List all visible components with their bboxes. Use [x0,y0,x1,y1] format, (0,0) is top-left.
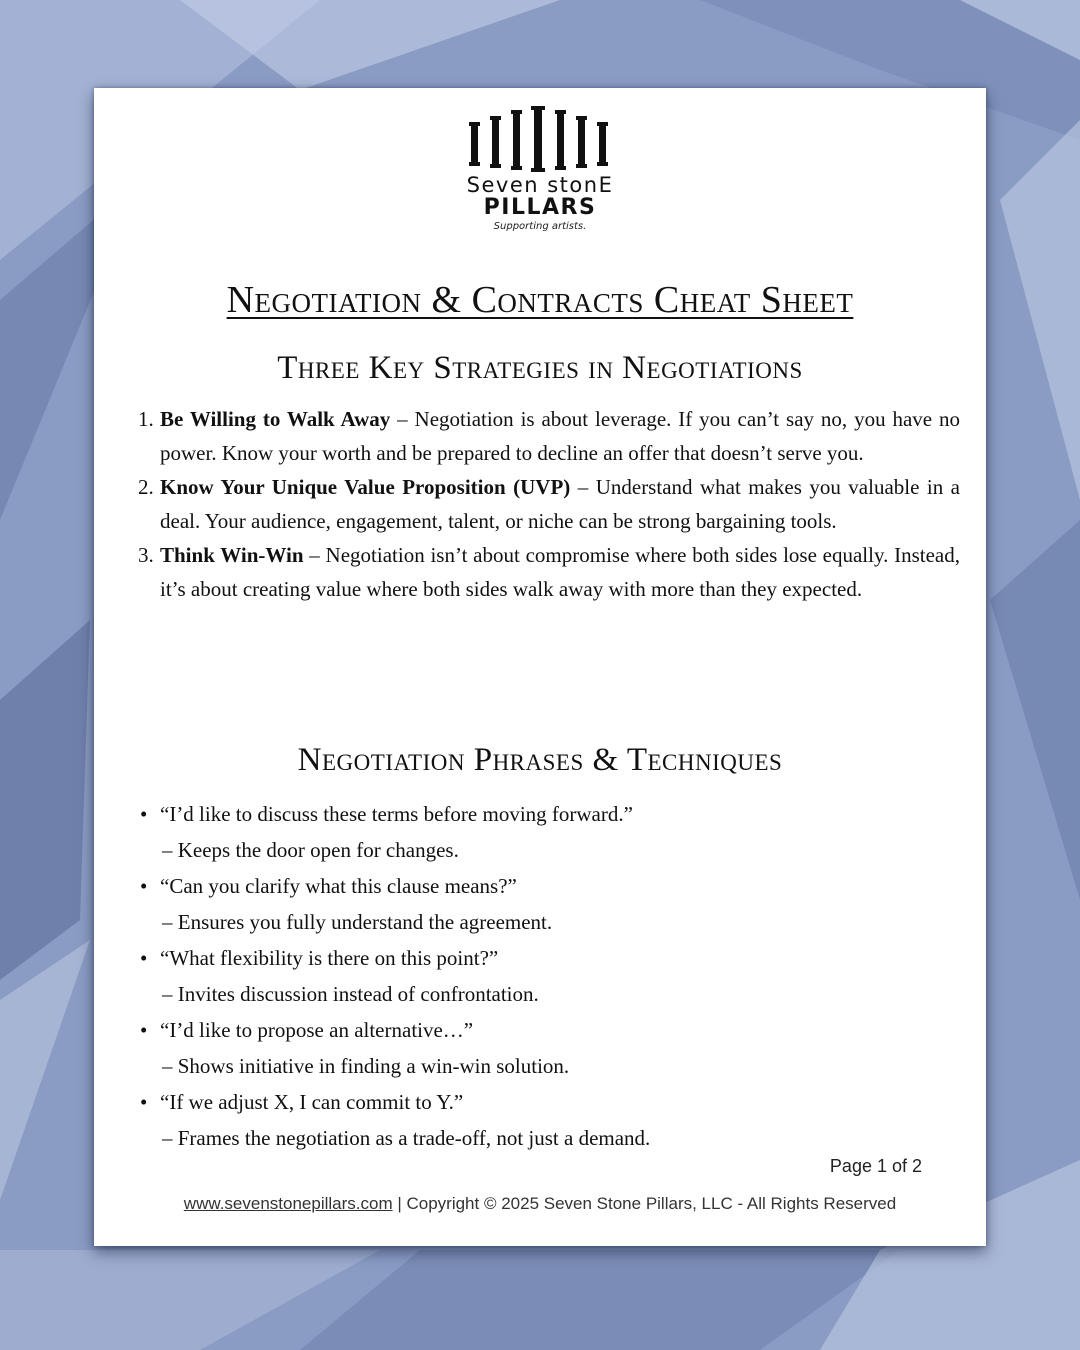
phrase-quote: “If we adjust X, I can commit to Y.” [160,1090,464,1114]
bullet-icon: • [140,874,148,898]
strategy-term: Be Willing to Walk Away [160,407,391,431]
logo-tagline: Supporting artists. [493,221,587,232]
phrase-note: – Keeps the door open for changes. [162,838,459,862]
strategy-description: – Negotiation isn’t about compromise where both sides lose equally. Instead, it’s about creating value where both sides walk away with more than they expected. [160,543,960,601]
strategies-list [138,402,960,606]
bullet-icon: • [140,1090,148,1114]
strategy-description: – Negotiation is about leverage. If you can’t say no, you have no power. Know your worth and be prepared to decline an offer that doesn’t serve you. [160,407,960,465]
strategy-term: Know Your Unique Value Proposition (UVP) [160,475,571,499]
copyright-text: | Copyright © 2025 Seven Stone Pillars, LLC - All Rights Reserved [392,1194,897,1213]
list-number: 3. [138,543,154,567]
cheat-sheet-page [94,88,986,1246]
logo-wordmark-line2: PILLARS [483,195,597,220]
strategy-description: – Understand what makes you valuable in a deal. Your audience, engagement, talent, or niche can be strong bargaining tools. [160,475,960,533]
phrases-heading: Negotiation Phrases & Techniques [297,742,783,778]
page-title: Negotiation & Contracts Cheat Sheet [226,279,854,321]
list-number: 2. [138,475,154,499]
phrase-item [138,868,958,940]
phrase-note: – Shows initiative in finding a win-win solution. [162,1054,570,1078]
strategy-term: Think Win-Win [160,543,304,567]
phrase-item [138,1012,958,1084]
logo-wordmark-line1: Seven stonE [466,173,614,197]
list-number: 1. [138,407,154,431]
phrase-item [138,1084,958,1156]
bullet-icon: • [140,802,148,826]
phrase-quote: “Can you clarify what this clause means?” [160,874,517,898]
pillars-icon [465,106,615,172]
bullet-icon: • [140,946,148,970]
phrase-item [138,796,958,868]
phrase-note: – Invites discussion instead of confrontation. [162,982,539,1006]
phrase-item [138,940,958,1012]
phrase-note: – Ensures you fully understand the agreement. [162,910,553,934]
phrases-list [138,796,958,1156]
phrase-quote: “I’d like to discuss these terms before moving forward.” [160,802,633,826]
strategy-item [138,470,960,538]
phrase-quote: “What flexibility is there on this point?” [160,946,499,970]
website-link[interactable]: www.sevenstonepillars.com [183,1194,393,1213]
strategy-item [138,402,960,470]
bullet-icon: • [140,1018,148,1042]
phrase-note: – Frames the negotiation as a trade-off, not just a demand. [162,1126,651,1150]
strategies-heading: Three Key Strategies in Negotiations [277,350,803,386]
company-logo [94,106,986,234]
footer [94,1194,986,1214]
phrase-quote: “I’d like to propose an alternative…” [160,1018,474,1042]
page-number: Page 1 of 2 [829,1156,922,1176]
strategy-item [138,538,960,606]
